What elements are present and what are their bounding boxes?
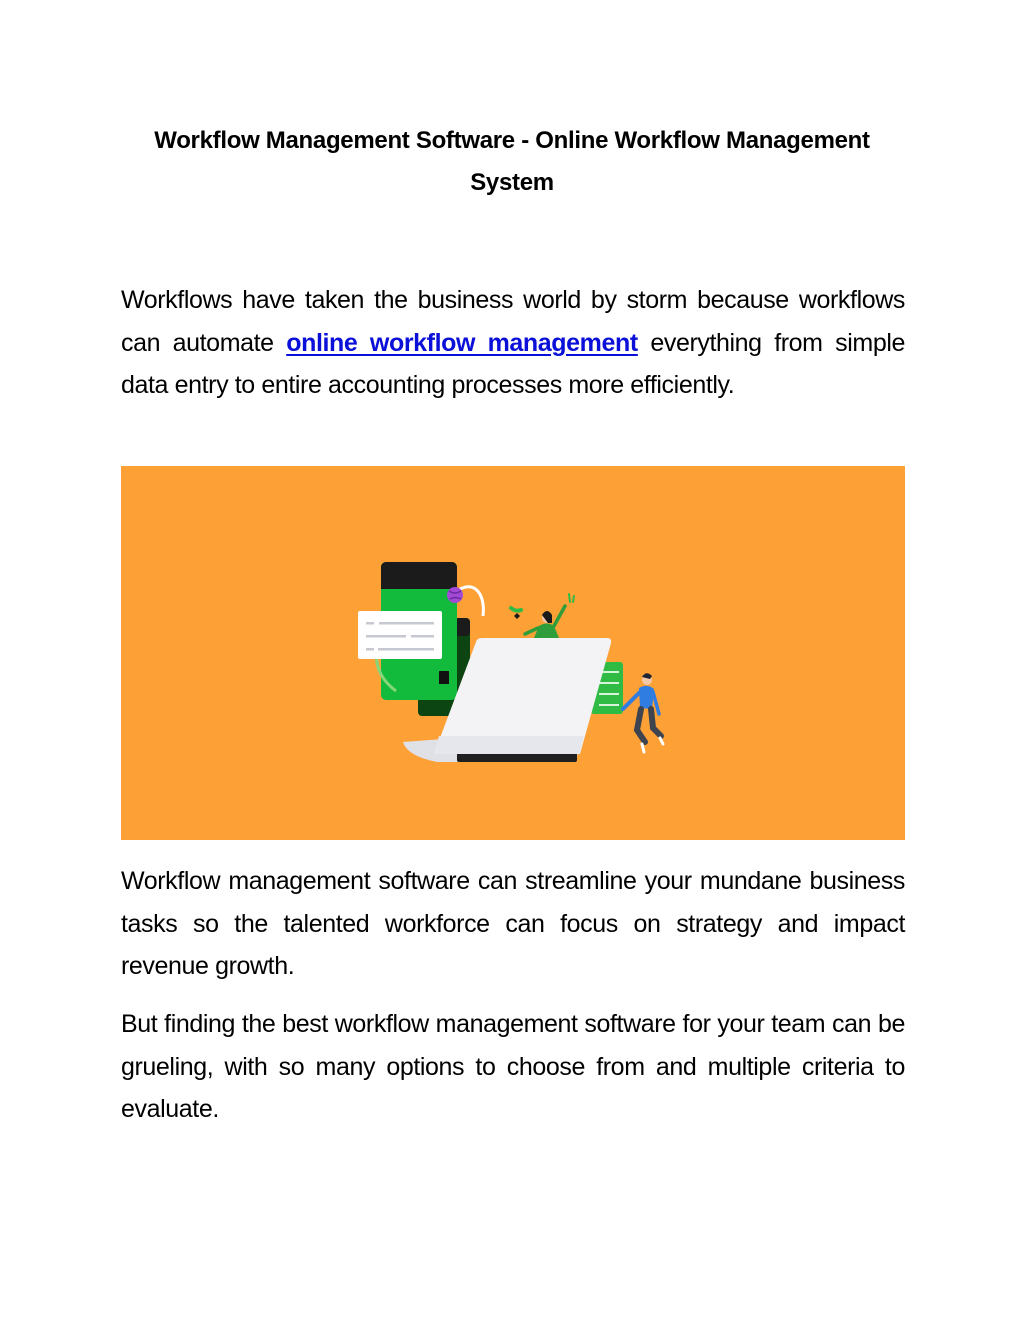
- laptop-workflow-illustration-icon: [121, 466, 905, 840]
- intro-text-after-link: everything from simple data entry to entire accounting processes more efficiently.: [121, 328, 905, 399]
- intro-paragraph: [121, 279, 905, 407]
- page-title: Workflow Management Software - Online Workflow Management System: [154, 127, 870, 196]
- challenge-paragraph: But finding the best workflow management software for your team can be grueling, with so many options to choose from and multiple criteria to evaluate.: [121, 1010, 905, 1123]
- benefits-paragraph: Workflow management software can streamline your mundane business tasks so the talented workforce can focus on strategy and impact revenue growth.: [121, 867, 905, 980]
- online-workflow-management-link[interactable]: online workflow management: [286, 328, 638, 357]
- hero-illustration: [121, 466, 905, 840]
- intro-text-before-link: Workflows have taken the business world by storm because workflows can automate: [121, 286, 905, 357]
